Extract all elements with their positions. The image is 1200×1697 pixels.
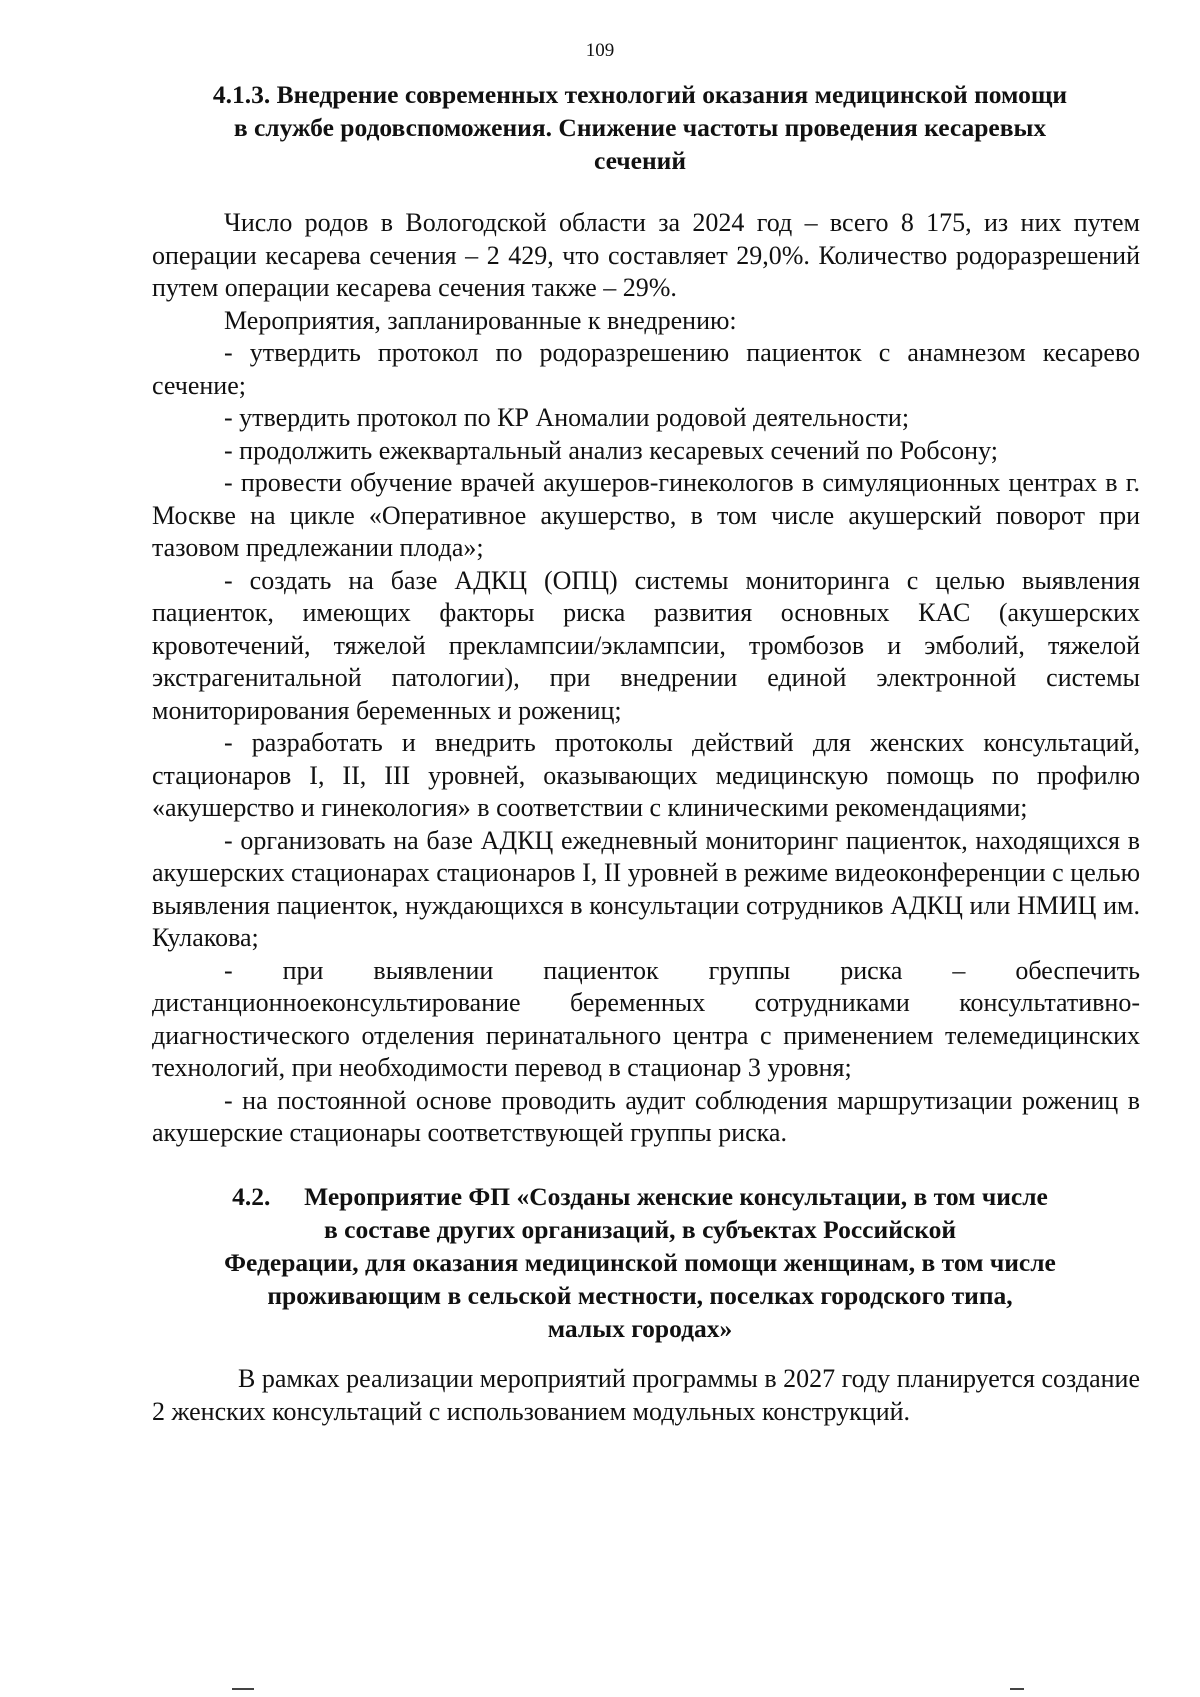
section-number: 4.2.: [232, 1182, 271, 1211]
section-heading-4-2: [180, 1180, 1100, 1345]
section-body-4-2: [152, 1363, 1140, 1428]
heading-line: 4.1.3. Внедрение современных технологий оказания медицинской помощи: [212, 80, 1068, 109]
heading-line: в службе родовспоможения. Снижение частоты проведения кесаревых: [233, 113, 1047, 142]
paragraph-births-statistics: Число родов в Вологодской области за 2024 год – всего 8 175, из них путем операции кесарева сечения – 2 429, что составляет 29,0%. Количество родоразрешений путем операции кесарева сечения также – 29%.: [152, 208, 1140, 302]
scan-artifact: [232, 1688, 254, 1690]
heading-line: сечений: [593, 146, 687, 175]
list-item: - на постоянной основе проводить аудит соблюдения маршрутизации рожениц в акушерские стационары соответствующей группы риска.: [152, 1085, 1140, 1147]
list-item: - организовать на базе АДКЦ ежедневный мониторинг пациенток, находящихся в акушерских стационарах стационаров I, II уровней в режиме видеоконференции с целью выявления пациенток, нуждающихся в консультации сотрудников АДКЦ или НМИЦ им. Кулакова;: [152, 825, 1140, 952]
paragraph-program-plan: В рамках реализации мероприятий программы в 2027 году планируется создание 2 женских консультаций с использованием модульных конструкций.: [152, 1364, 1140, 1426]
heading-line: Мероприятие ФП «Созданы женские консультации, в том числе: [304, 1182, 1048, 1211]
heading-line-first: [180, 1180, 1100, 1213]
list-item: - создать на базе АДКЦ (ОПЦ) системы мониторинга с целью выявления пациенток, имеющих факторы риска развития основных КАС (акушерских кровотечений, тяжелой преклампсии/эклампсии, тромбозов и эмболий, тяжелой экстрагенитальной патологии), при внедрении единой электронной системы мониторирования беременных и рожениц;: [152, 565, 1140, 725]
list-item: - провести обучение врачей акушеров-гинекологов в симуляционных центрах в г. Москве на цикле «Оперативное акушерство, в том числе акушерский поворот при тазовом предлежании плода»;: [152, 468, 1140, 562]
paragraph-measures-intro: Мероприятия, запланированные к внедрению:: [224, 305, 737, 335]
heading-line: Федерации, для оказания медицинской помощи женщинам, в том числе: [224, 1248, 1056, 1277]
heading-line: в составе других организаций, в субъектах Российской: [323, 1215, 957, 1244]
list-item: - утвердить протокол по КР Аномалии родовой деятельности;: [224, 403, 910, 432]
list-item: - утвердить протокол по родоразрешению пациенток с анамнезом кесарево сечение;: [152, 338, 1140, 400]
heading-line: малых городах»: [547, 1314, 733, 1343]
section-heading-4-1-3: [160, 78, 1120, 177]
scan-artifact: [1010, 1688, 1024, 1690]
list-item: - продолжить ежеквартальный анализ кесаревых сечений по Робсону;: [224, 435, 998, 465]
list-item: - при выявлении пациенток группы риска – обеспечить дистанционноеконсультирование беременных сотрудниками консультативно-диагностического отделения перинатального центра с применением телемедицинских технологий, при необходимости перевод в стационар 3 уровня;: [152, 955, 1140, 1082]
page-number: 109: [585, 40, 615, 61]
section-body-4-1-3: [152, 207, 1140, 1150]
heading-line: проживающим в сельской местности, поселках городского типа,: [267, 1281, 1013, 1310]
list-item: - разработать и внедрить протоколы действий для женских консультаций, стационаров I, II, III уровней, оказывающих медицинскую помощь по профилю «акушерство и гинекология» в соответствии с клиническими рекомендациями;: [152, 728, 1140, 822]
